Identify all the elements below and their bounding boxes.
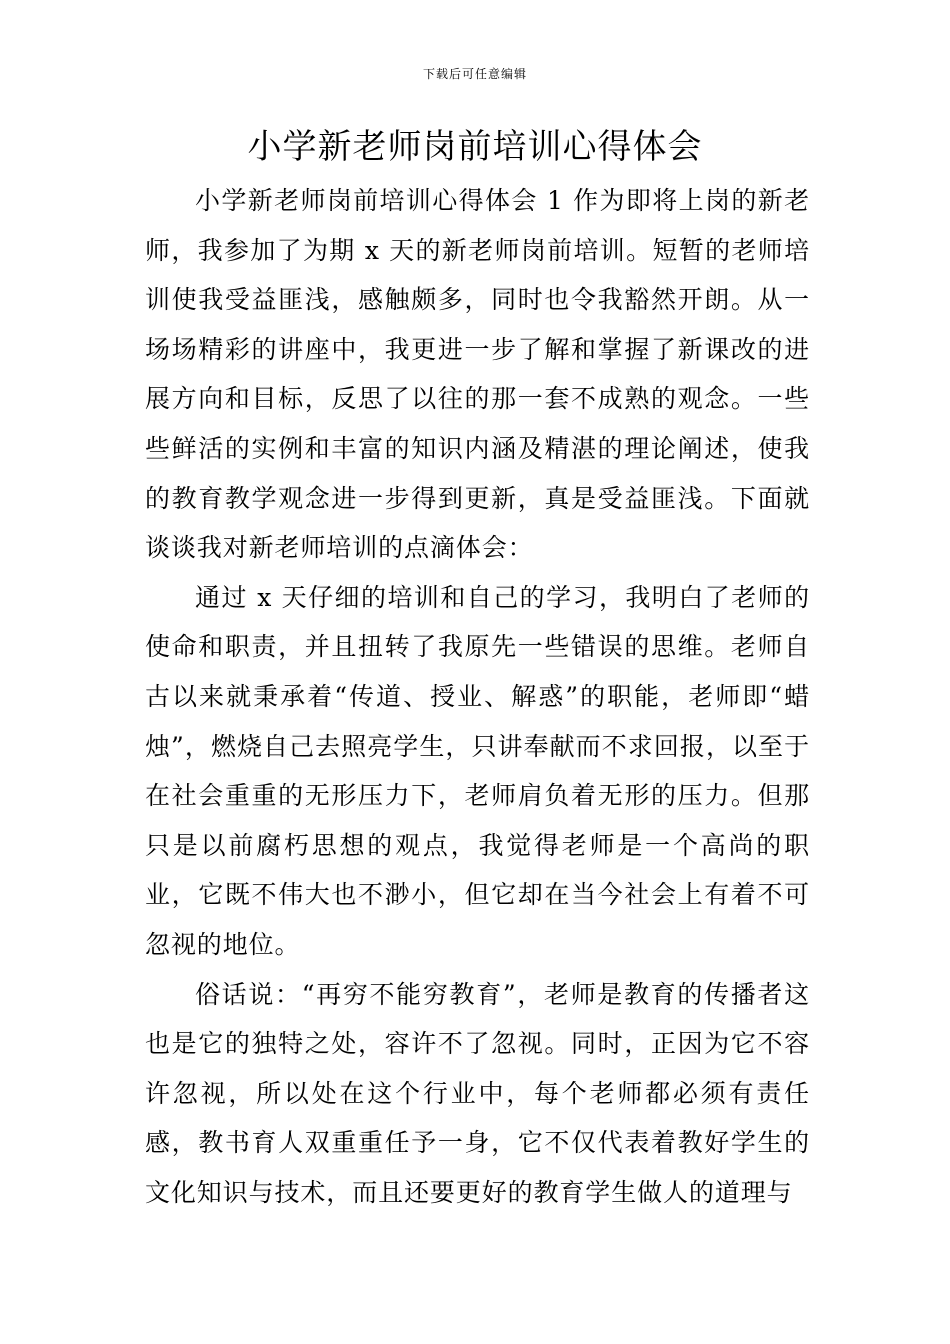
document-title: 小学新老师岗前培训心得体会 xyxy=(247,127,703,167)
paragraph-mission: 通过 x 天仔细的培训和自己的学习，我明白了老师的使命和职责，并且扭转了我原先一些错误的思维。老师自古以来就秉承着“传道、授业、解惑”的职能，老师即“蜡烛”，燃烧自己去照亮学生，只讲奉献而不求回报，以至于在社会重重的无形压力下，老师肩负着无形的压力。但那只是以前腐朽思想的观点，我觉得老师是一个高尚的职业，它既不伟大也不渺小，但它却在当今社会上有着不可忽视的地位。 xyxy=(145,582,810,959)
paragraph-intro: 小学新老师岗前培训心得体会 1 作为即将上岗的新老师，我参加了为期 x 天的新老师岗前培训。短暂的老师培训使我受益匪浅，感触颇多，同时也令我豁然开朗。从一场场精彩的讲座中，我更进一步了解和掌握了新课改的进展方向和目标，反思了以往的那一套不成熟的观念。一些些鲜活的实例和丰富的知识内涵及精湛的理论阐述，使我的教育教学观念进一步得到更新，真是受益匪浅。下面就谈谈我对新老师培训的点滴体会： xyxy=(145,186,810,563)
document-body xyxy=(145,176,810,1217)
page-header-note: 下载后可任意编辑 xyxy=(422,67,527,81)
paragraph-education: 俗话说：“再穷不能穷教育”，老师是教育的传播者这也是它的独特之处，容许不了忽视。同时，正因为它不容许忽视，所以处在这个行业中，每个老师都必须有责任感，教书育人双重重任予一身，它不仅代表着教好学生的文化知识与技术，而且还要更好的教育学生做人的道理与 xyxy=(145,979,810,1207)
